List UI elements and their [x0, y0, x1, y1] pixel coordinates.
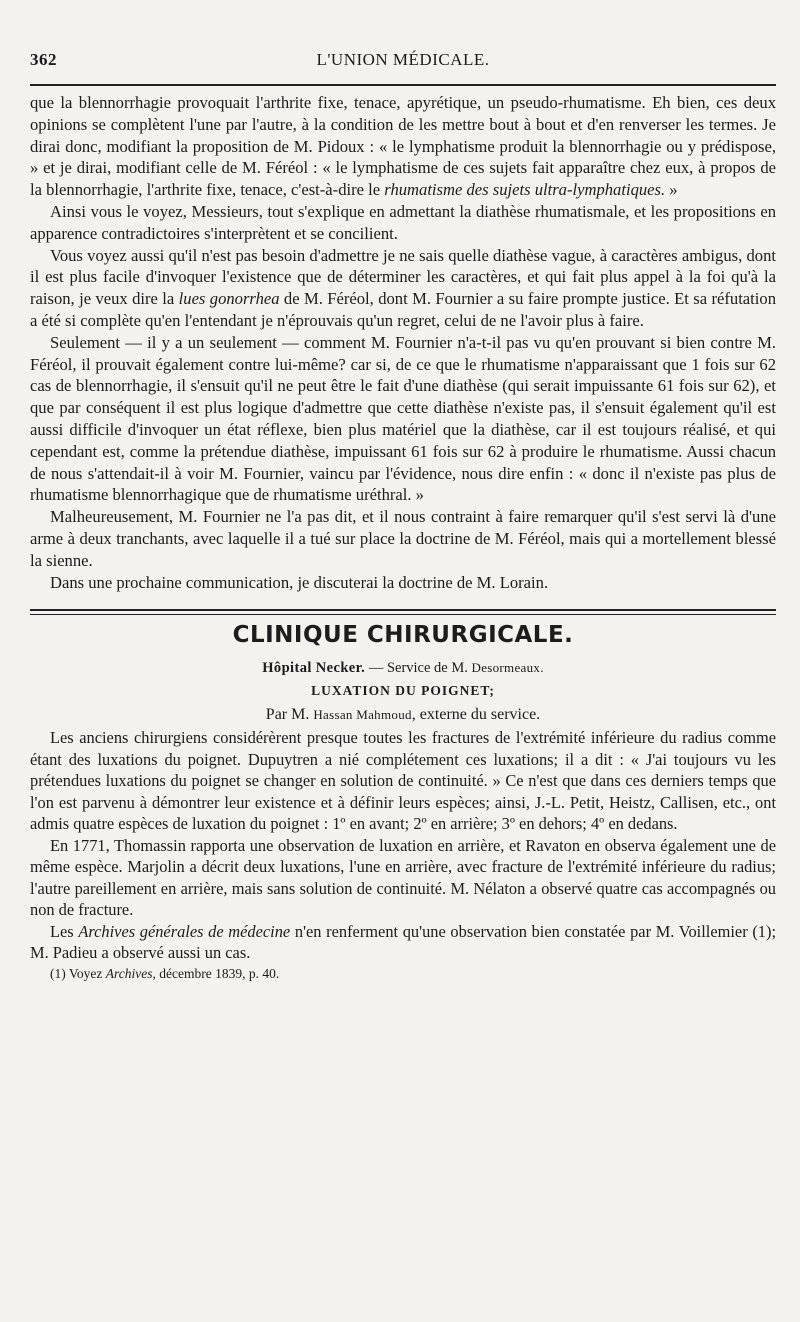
paragraph: En 1771, Thomassin rapporta une observation de luxation en arrière, et Ravaton en observa également une de même espèce. Marjolin a décrit deux luxations, l'une en arrière, avec fracture de l'extrémité inférieure du radius; l'autre pareillement en arrière, mais sans solution de continuité. M. Nélaton a observé quatre cas accompagnés ou non de fracture. — [30, 835, 776, 920]
author-line: Par M. Hassan Mahmoud, externe du service. — [265, 706, 541, 724]
paragraph: Les anciens chirurgiens considérèrent presque toutes les fractures de l'extrémité inférieure du radius comme étant des luxations du poignet. Dupuytren a nié complétement ces luxations; il a dit : « J'ai toujours vu les prétendues luxations du poignet se changer en solution de continuité. » Ce n'est que dans ces derniers temps que l'on est parvenu à démontrer leur existence et à définir leurs espèces; ainsi, J.-L. Petit, Heistz, Callisen, etc., ont admis quatre espèces de luxation du poignet : 1º en avant; 2º en arrière; 3º en dehors; 4º en dedans. — [30, 728, 776, 834]
body-text — [30, 92, 776, 984]
hospital-line: Hôpital Necker. — Service de M. Desormeaux. — [262, 660, 544, 677]
running-head — [30, 50, 776, 80]
paragraph: que la blennorrhagie provoquait l'arthrite fixe, tenace, apyrétique, un pseudo-rhumatisme. Eh bien, ces deux opinions se complètent l'une par l'autre, à la condition de les mettre bout à bout et d'en renverser les termes. Je dirai donc, modifiant la proposition de M. Pidoux : « le lymphatisme produit la blennorrhagie ou y prédispose, » et je dirai, modifiant celle de M. Féréol : « le lymphatisme de ces sujets fait apparaître chez eux, à propos de la blennorrhagie, l'arthrite fixe, tenace, c'est-à-dire le rhumatisme des sujets ultra-lymphatiques. » — [30, 93, 776, 200]
paragraph: Seulement — il y a un seulement — comment M. Fournier n'a-t-il pas vu qu'en prouvant si bien contre M. Féréol, il prouvait également contre lui-même? car si, de ce que le rhumatisme n'apparaissant que 1 fois sur 62 cas de blennorrhagie, il s'ensuit qu'il ne peut être le fait d'une diathèse (qui serait impuissante 61 fois sur 62), et que par conséquent il est plus logique d'admettre que cette diathèse n'existe pas, il s'ensuit également qu'il est aussi difficile d'invoquer un état réflexe, bien plus matériel que la diathèse, car il est toujours réalisé, et qui cependant est, comme la prétendue diathèse, impuissant 61 fois sur 62 à produire le rhumatisme. Aussi chacun de nous s'attendait-il à voir M. Fournier, vaincu par l'évidence, nous dire enfin : « donc il n'existe pas plus de rhumatisme blennorrhagique que de rhumatisme uréthral. » — [30, 332, 776, 505]
section-divider — [30, 609, 776, 615]
service-chief: Desormeaux. — [471, 660, 544, 676]
italic-phrase: rhumatisme des sujets ultra-lymphatiques. — [384, 180, 666, 200]
paragraph: Malheureusement, M. Fournier ne l'a pas dit, et il nous contraint à faire remarquer qu'il s'est servi là d'une arme à deux tranchants, avec laquelle il a tué sur place la doctrine de M. Féréol, mais qui a mortellement blessé la sienne. — [30, 507, 776, 570]
paragraph: Les Archives générales de médecine n'en renferment qu'une observation bien constatée par M. Voillemier (1); M. Padieu a observé aussi un cas. — [30, 921, 776, 963]
article-body — [30, 727, 776, 964]
hospital-name: Hôpital Necker. — [262, 660, 366, 677]
italic-phrase: lues gonorrhea — [178, 289, 280, 309]
footnote: (1) Voyez Archives, décembre 1839, p. 40. — [50, 965, 280, 981]
paragraph: Ainsi vous le voyez, Messieurs, tout s'explique en admettant la diathèse rhumatismale, et les propositions en apparence contradictoires s'interprètent et se concilient. — [30, 201, 776, 243]
italic-phrase: Archives générales de médecine — [78, 921, 291, 941]
section-title: CLINIQUE CHIRURGICALE. — [232, 622, 574, 649]
case-title: LUXATION DU POIGNET; — [311, 683, 495, 699]
journal-title: L'UNION MÉDICALE. — [316, 50, 490, 69]
paragraph: Dans une prochaine communication, je discuterai la doctrine de M. Lorain. — [50, 572, 549, 592]
page-number: 362 — [30, 50, 57, 69]
paragraph: Vous voyez aussi qu'il n'est pas besoin d'admettre je ne sais quelle diathèse vague, à caractères ambigus, dont il est plus facile d'invoquer l'existence que de déterminer les caractères, et qui fait plus appel à la foi qu'à la raison, je veux dire la lues gonorrhea de M. Féréol, dont M. Fournier a su faire prompte justice. Et sa réfutation a été si complète qu'en l'entendant je n'éprouvais qu'un regret, celui de ne l'avoir plus à faire. — [30, 245, 776, 330]
footnote-source: Archives — [105, 965, 153, 981]
header-rule — [30, 84, 776, 86]
author-name: Hassan Mahmoud — [313, 707, 412, 723]
